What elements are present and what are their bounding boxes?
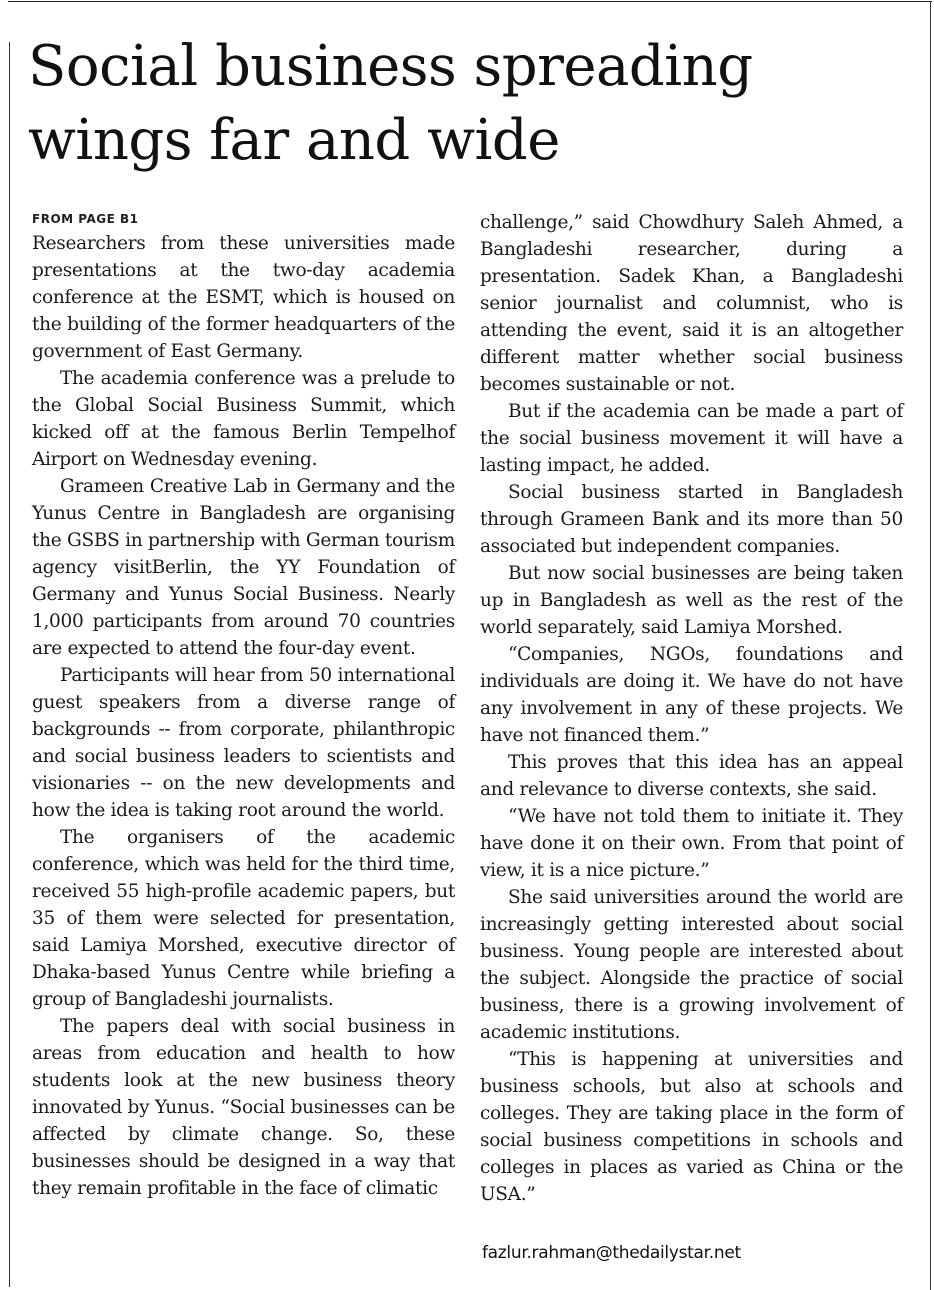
top-rule [8, 1, 932, 2]
paragraph: “We have not told them to initiate it. They have done it on their own. From that point of view, it is a nice picture.” [480, 806, 903, 881]
paragraph: “This is happening at universities and business schools, but also at schools and colleges. They are taking place in the form of social business competitions in schools and colleges in places as varied as China or the USA.” [480, 1049, 903, 1205]
paragraph: Participants will hear from 50 international guest speakers from a diverse range of backgrounds -- from corporate, philanthropic and social business leaders to scientists and visionaries -- on the new developments and how the idea is taking root around the world. [32, 665, 455, 821]
author-email: fazlur.rahman@thedailystar.net [482, 1243, 741, 1263]
left-column [32, 208, 455, 1202]
from-page-label: FROM PAGE B1 [32, 212, 139, 226]
paragraph: The papers deal with social business in areas from education and health to how students look at the new business theory innovated by Yunus. “Social businesses can be affected by climate change. So, these businesses should be designed in a way that they remain profitable in the face of climatic [32, 1016, 455, 1199]
paragraph: But now social businesses are being taken up in Bangladesh as well as the rest of the world separately, said Lamiya Morshed. [480, 563, 903, 638]
paragraph: Grameen Creative Lab in Germany and the Yunus Centre in Bangladesh are organising the GSBS in partnership with German tourism agency visitBerlin, the YY Foundation of Germany and Yunus Social Business. Nearly 1,000 participants from around 70 countries are expected to attend the four-day event. [32, 476, 455, 659]
paragraph: “Companies, NGOs, foundations and individuals are doing it. We have do not have any involvement in any of these projects. We have not financed them.” [480, 644, 903, 746]
paragraph: The organisers of the academic conference, which was held for the third time, received 55 high-profile academic papers, but 35 of them were selected for presentation, said Lamiya Morshed, executive director of Dhaka-based Yunus Centre while briefing a group of Bangladeshi journalists. [32, 827, 455, 1010]
paragraph: This proves that this idea has an appeal and relevance to diverse contexts, she said. [480, 752, 903, 800]
right-column [480, 209, 903, 1208]
paragraph: The academia conference was a prelude to the Global Social Business Summit, which kicked off at the famous Berlin Tempelhof Airport on Wednesday evening. [32, 368, 455, 470]
paragraph: But if the academia can be made a part of the social business movement it will have a lasting impact, he added. [480, 401, 903, 476]
paragraph: Researchers from these universities made presentations at the two-day academia conference at the ESMT, which is housed on the building of the former headquarters of the government of East Germany. [32, 233, 455, 362]
headline: Social business spreading wings far and wide [28, 34, 753, 173]
left-column-rule [9, 42, 10, 1287]
right-border-rule [930, 1, 931, 1290]
paragraph: She said universities around the world are increasingly getting interested about social business. Young people are interested about the subject. Alongside the practice of social business, there is a growing involvement of academic institutions. [480, 887, 903, 1043]
paragraph: challenge,” said Chowdhury Saleh Ahmed, a Bangladeshi researcher, during a presentation. Sadek Khan, a Bangladeshi senior journalist and columnist, who is attending the event, said it is an altogether different matter whether social business becomes sustainable or not. [480, 212, 903, 395]
paragraph: Social business started in Bangladesh through Grameen Bank and its more than 50 associated but independent companies. [480, 482, 903, 557]
